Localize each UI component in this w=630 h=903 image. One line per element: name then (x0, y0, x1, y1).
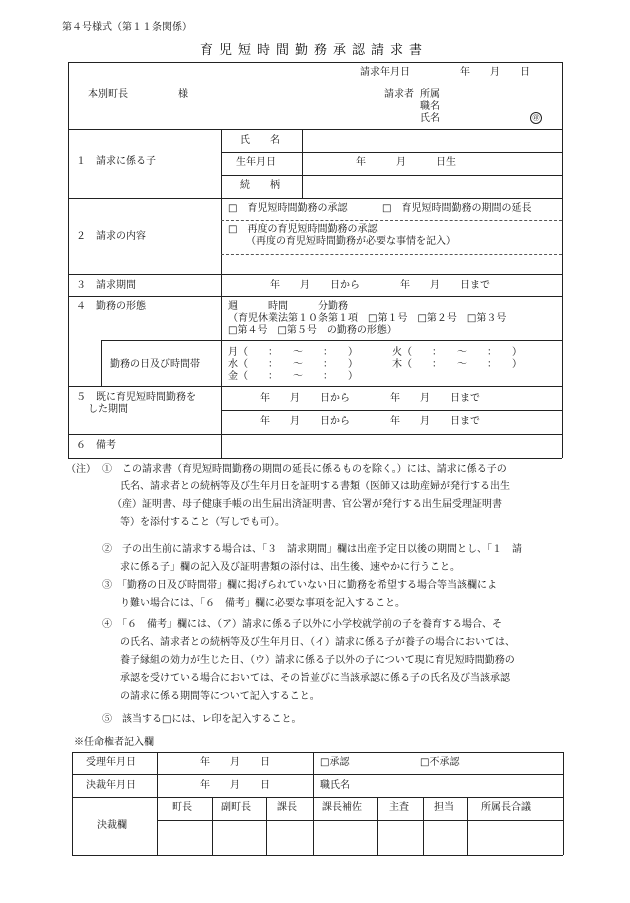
note-5: ⑤ 該当する□には、レ印を記入すること。 (102, 714, 302, 725)
section-past-period-label: ５ 既に育児短時間勤務を (76, 392, 196, 403)
request-date: 請求年月日 年 月 日 (360, 67, 530, 78)
request-period-field[interactable]: 年 月 日から 年 月 日まで (270, 280, 490, 291)
form-number: 第４号様式（第１１条関係） (62, 22, 192, 33)
option-reapproval-checkbox[interactable]: □ 再度の育児短時間勤務の承認 (228, 224, 378, 235)
col-section-chief: 課長 (277, 802, 297, 813)
received-date-label: 受理年月日 (86, 757, 136, 768)
reapproval-note: （再度の育児短時間勤務が必要な事情を記入） (246, 236, 456, 247)
official-name-label: 職氏名 (320, 780, 350, 791)
col-supervisor: 主査 (389, 802, 409, 813)
position-label: 職名 (420, 101, 440, 112)
note-1-line-1: ① この請求書（育児短時間勤務の期間の延長に係るものを除く。）には、請求に係る子の (102, 464, 507, 475)
monday-time-field[interactable]: 月（ ： 〜 ： ） (228, 347, 358, 358)
work-form-options-2[interactable]: □第４号 □第５号 の勤務の形態） (228, 325, 397, 336)
requester-label: 請求者 (384, 89, 414, 100)
past-period-field-2[interactable]: 年 月 日から 年 月 日まで (260, 416, 480, 427)
wednesday-time-field[interactable]: 水（ ： 〜 ： ） (228, 359, 358, 370)
reject-checkbox[interactable]: □不承認 (420, 757, 460, 768)
note-4-line-2: の氏名、請求者との続柄等及び生年月日、（イ）請求に係る子が養子の場合においては、 (120, 637, 515, 648)
col-department-consult: 所属長合議 (481, 802, 531, 813)
note-4-line-4: 承認を受けている場合においては、その旨並びに当該承認に係る子の氏名及び当該承認 (120, 673, 510, 684)
note-1-line-2: 氏名、請求者との続柄等及び生年月日を証明する書類（医師又は助産婦が発行する出生 (120, 481, 510, 492)
weekly-hours-field[interactable]: 週 時間 分勤務 (228, 301, 348, 312)
section-content-label: ２ 請求の内容 (76, 231, 146, 242)
child-birth-field[interactable]: 年 月 日生 (356, 157, 456, 168)
note-1-line-3: （産）証明書、母子健康手帳の出生届出済証明書、官公署が発行する出生届受理証明書 (112, 499, 502, 510)
section-past-period-label-2: した期間 (88, 404, 128, 415)
section-work-form-label: ４ 勤務の形態 (76, 301, 146, 312)
note-4-line-5: の請求に係る期間等について記入すること。 (120, 691, 320, 702)
remarks-field[interactable] (228, 440, 558, 454)
col-staff: 担当 (434, 802, 454, 813)
notes-heading: （注） (66, 464, 96, 475)
past-period-field-1[interactable]: 年 月 日から 年 月 日まで (260, 393, 480, 404)
seal-mark: ㊞ (530, 112, 542, 124)
note-2-line-2: 求に係る子」欄の記入及び証明書類の添付は、出生後、速やかに行うこと。 (120, 562, 460, 573)
option-approval-checkbox[interactable]: □ 育児短時間勤務の承認 (228, 203, 348, 214)
work-form-options[interactable]: （育児休業法第１０条第１項 □第１号 □第２号 □第３号 (228, 313, 507, 324)
decided-date-label: 決裁年月日 (86, 780, 136, 791)
page-title: 育児短時間勤務承認請求書 (200, 43, 429, 58)
decision-label: 決裁欄 (97, 820, 127, 831)
section-child-label: １ 請求に係る子 (76, 156, 156, 167)
authority-heading: ※任命権者記入欄 (74, 737, 154, 748)
note-1-line-4: 等）を添付すること（写しでも可）。 (120, 517, 285, 528)
tuesday-time-field[interactable]: 火（ ： 〜 ： ） (392, 347, 522, 358)
section-remarks-label: ６ 備考 (76, 440, 116, 451)
name-label: 氏名 (420, 113, 440, 124)
thursday-time-field[interactable]: 木（ ： 〜 ： ） (392, 359, 522, 370)
col-mayor: 町長 (172, 802, 192, 813)
note-4-line-3: 養子縁組の効力が生じた日、（ウ）請求に係る子以外の子について現に育児短時間勤務の (120, 655, 515, 666)
col-deputy-mayor: 副町長 (221, 802, 251, 813)
option-extension-checkbox[interactable]: □ 育児短時間勤務の期間の延長 (382, 203, 532, 214)
note-3-line-1: ③ 「勤務の日及び時間帯」欄に掲げられていない日に勤務を希望する場合等当該欄によ (102, 580, 497, 591)
section-period-label: ３ 請求期間 (76, 280, 136, 291)
child-birth-label: 生年月日 (236, 157, 276, 168)
note-3-line-2: り難い場合には、「６ 備考」欄に必要な事項を記入すること。 (120, 598, 405, 609)
col-assistant-chief: 課長補佐 (322, 802, 362, 813)
child-name-label: 氏 名 (240, 135, 280, 146)
work-days-label: 勤務の日及び時間帯 (110, 359, 200, 370)
friday-time-field[interactable]: 金（ ： 〜 ： ） (228, 371, 358, 382)
received-date-field[interactable]: 年 月 日 (200, 757, 270, 768)
child-relation-label: 続 柄 (240, 180, 280, 191)
decided-date-field[interactable]: 年 月 日 (200, 780, 270, 791)
approve-checkbox[interactable]: □承認 (320, 757, 350, 768)
note-4-line-1: ④ 「６ 備考」欄には、（ア）請求に係る子以外に小学校就学前の子を養育する場合、そ (102, 619, 502, 630)
affiliation-label: 所属 (420, 89, 440, 100)
addressee: 本別町長 様 (88, 89, 188, 100)
note-2-line-1: ② 子の出生前に請求する場合は、「３ 請求期間」欄は出産予定日以後の期間とし、「１ 請 (102, 544, 522, 555)
